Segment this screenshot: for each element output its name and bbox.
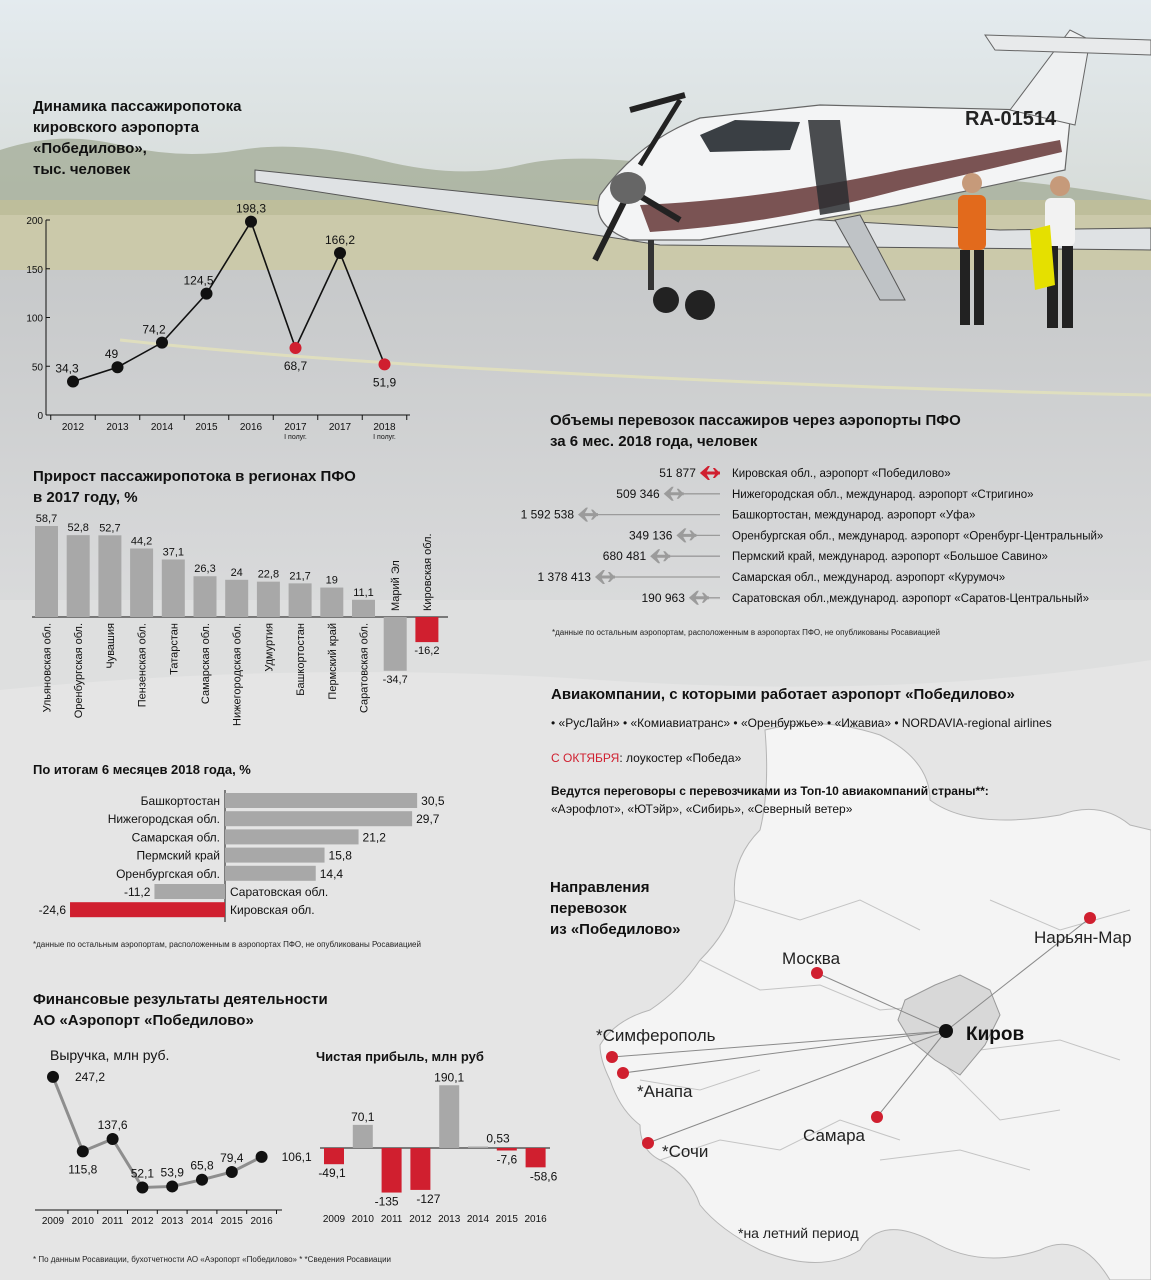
x-tick-label: 2013 [161,1216,184,1227]
city-label: *Анапа [637,1082,693,1101]
volume-value-label: 349 136 [628,528,673,543]
bar-value-label: 19 [325,574,338,587]
data-label: 52,1 [130,1166,155,1181]
x-tick-label: 2017 [284,422,307,433]
x-tick-label: 2017 [328,422,352,433]
data-label: 166,2 [324,232,356,247]
title-line: «Победилово», [33,140,147,157]
data-label: 34,3 [55,361,79,376]
x-tick-sublabel: I полуг. [373,434,396,441]
volume-value-label: 51 877 [659,466,696,480]
hub-label: Киров [966,1024,1025,1045]
volume-value-label: 680 481 [602,549,647,564]
category-label: Татарстан [168,623,181,675]
category-label: Башкортостан [140,794,220,808]
x-tick-label: 2016 [524,1214,547,1225]
bar-value-label: -7,6 [496,1152,518,1167]
data-label: 106,1 [281,1149,312,1164]
city-dot [642,1137,654,1149]
x-tick-label: 2015 [220,1216,243,1227]
map-note: *на летний период [738,1225,859,1241]
title-line: АО «Аэропорт «Победилово» [33,1012,254,1029]
bar-value-label: 37,1 [162,546,185,559]
bar-value-label: 0,53 [486,1131,510,1146]
x-tick-label: 2009 [322,1214,346,1225]
bar-value-label: 44,2 [130,535,153,548]
city-label: *Сочи [662,1142,709,1161]
x-tick-label: 2014 [190,1216,214,1227]
category-label: Самарская обл. [200,623,212,705]
bar-value-label: -24,6 [38,903,67,918]
city-dot [606,1051,618,1063]
y-tick-label: 50 [31,362,43,374]
title-line: Объемы перевозок пассажиров через аэропорты ПФО [550,412,961,429]
volume-value-label: 190 963 [641,590,685,605]
x-tick-label: 2016 [250,1216,273,1227]
data-label: 65,8 [190,1158,214,1173]
growth-6m-title: По итогам 6 месяцев 2018 года, % [33,762,251,777]
x-tick-label: 2012 [409,1214,432,1225]
category-label: Кировская обл. [421,533,434,611]
data-label: 68,7 [283,359,308,374]
category-label: Чувашия [104,623,117,669]
data-label: 51,9 [372,375,397,390]
hub-dot [939,1024,953,1038]
bar-value-label: 21,7 [289,570,311,583]
x-tick-sublabel: I полуг. [284,434,307,441]
x-tick-label: 2018 [373,422,396,433]
x-tick-label: 2016 [239,422,263,433]
airport-label: Башкортостан, международ. аэропорт «Уфа» [732,509,976,522]
city-dot [811,967,823,979]
x-tick-label: 2015 [195,422,218,433]
airport-label: Самарская обл., международ. аэропорт «Курумоч» [732,572,1006,584]
x-tick-label: 2014 [150,422,174,433]
data-label: 124,5 [183,273,214,288]
registration-label: RA-01514 [965,108,1057,130]
category-label: Кировская обл. [230,903,315,918]
data-label: 49 [104,347,119,362]
x-tick-label: 2010 [71,1216,94,1227]
city-label: Москва [782,949,841,968]
category-label: Нижегородская обл. [231,623,244,726]
title-line: Направления [550,879,650,896]
category-label: Ульяновская обл. [41,623,54,713]
october-label: С ОКТЯБРЯ [551,751,620,765]
title-line: кировского аэропорта [33,119,199,136]
category-label: Оренбургская обл. [73,623,86,719]
city-dot [617,1067,629,1079]
volume-value-label: 509 346 [616,486,660,501]
growth-6m-note: *данные по остальным аэропортам, расположенным в аэропортах ПФО, не опубликованы Росавиацией [33,940,421,949]
financial-footnote: * По данным Росавиации, бухотчетности АО «Аэропорт «Победилово» * *Сведения Росавиации [33,1255,392,1264]
bar-value-label: 52,8 [67,522,89,535]
bar-value-label: -11,2 [123,885,151,899]
category-label: Саратовская обл. [358,623,371,714]
y-tick-label: 150 [26,264,43,276]
x-tick-label: 2011 [380,1214,403,1225]
bar-value-label: -49,1 [318,1166,346,1181]
category-label: Башкортостан [295,623,308,696]
bar-value-label: 52,7 [99,522,121,535]
negotiations-title: Ведутся переговоры с перевозчиками из Топ-10 авиакомпаний страны**: [551,784,989,798]
city-label: Самара [803,1126,865,1145]
bar-value-label: 11,1 [353,586,374,599]
bar-value-label: -127 [416,1191,441,1206]
data-label: 247,2 [75,1069,106,1084]
data-label: 53,9 [160,1165,184,1180]
city-label: Нарьян-Мар [1034,928,1132,947]
x-tick-label: 2011 [101,1216,124,1227]
bar-value-label: -34,7 [382,673,408,686]
bar-value-label: 21,2 [362,830,386,845]
data-label: 115,8 [68,1162,98,1177]
data-label: 74,2 [142,322,166,337]
october-text: : лоукостер «Победа» [619,751,742,765]
category-label: Нижегородская обл. [107,812,220,827]
category-label: Пермский край [326,623,339,700]
x-tick-label: 2014 [466,1214,490,1225]
airport-label: Кировская обл., аэропорт «Победилово» [732,468,951,480]
title-line: в 2017 году, % [33,489,138,506]
airport-label: Оренбургская обл., международ. аэропорт «Оренбург-Центральный» [732,530,1104,543]
category-label: Удмуртия [263,623,276,672]
title-line: Прирост пассажиропотока в регионах ПФО [33,468,356,485]
category-label: Саратовская обл. [230,885,329,899]
data-label: 137,6 [97,1117,128,1132]
bar-value-label: 70,1 [351,1109,375,1124]
city-label: *Симферополь [596,1026,716,1045]
y-tick-label: 100 [26,313,43,325]
city-dot [1084,912,1096,924]
data-label: 79,4 [220,1150,244,1165]
x-tick-label: 2009 [41,1216,65,1227]
volume-value-label: 1 592 538 [520,507,574,522]
y-tick-label: 0 [37,411,43,422]
x-tick-label: 2015 [495,1214,518,1225]
airport-volumes-note: *данные по остальным аэропортам, расположенным в аэропортах ПФО, не опубликованы Росавиацией [552,628,940,637]
airport-label: Нижегородская обл., международ. аэропорт «Стригино» [732,488,1034,501]
y-tick-label: 200 [26,216,43,227]
title-line: перевозок [550,900,627,917]
category-label: Пензенская обл. [136,623,149,708]
city-dot [871,1111,883,1123]
bar-value-label: 24 [230,566,243,579]
bar-value-label: -16,2 [414,645,440,658]
route-line [817,973,946,1031]
airlines-list: • «РусЛайн» • «Комиавиатранс» • «Оренбуржье» • «Ижавиа» • NORDAVIA-regional airlines [551,716,1052,730]
data-label: 198,3 [235,201,267,216]
category-label: Оренбургская обл. [116,866,220,881]
title-line: за 6 мес. 2018 года, человек [550,433,758,450]
x-tick-label: 2012 [131,1216,154,1227]
title-line: тыс. человек [33,161,131,178]
bar-value-label: 14,4 [319,866,344,881]
airport-label: Саратовская обл.,международ. аэропорт «Саратов-Центральный» [732,592,1089,605]
title-line: Финансовые результаты деятельности [33,991,328,1008]
bar-value-label: -135 [374,1194,399,1209]
category-label: Пермский край [136,848,220,863]
x-tick-label: 2013 [106,422,129,433]
title-line: из «Победилово» [550,921,681,938]
x-tick-label: 2010 [351,1214,374,1225]
bar-value-label: 22,8 [257,568,280,581]
airport-label: Пермский край, международ. аэропорт «Большое Савино» [732,551,1048,564]
negotiations-list: «Аэрофлот», «ЮТэйр», «Сибирь», «Северный ветер» [551,802,853,816]
profit-label: Чистая прибыль, млн руб [316,1049,484,1064]
airlines-title: Авиакомпании, с которыми работает аэропорт «Победилово» [551,686,1015,703]
title-line: Динамика пассажиропотока [33,98,242,115]
category-label: Марий Эл [390,560,403,611]
bar-value-label: 26,3 [194,563,216,576]
bar-value-label: 58,7 [35,513,58,526]
bar-value-label: -58,6 [529,1169,558,1184]
revenue-label: Выручка, млн руб. [50,1047,170,1063]
bar-value-label: 30,5 [421,794,445,808]
volume-value-label: 1 378 413 [537,570,591,584]
bar-value-label: 15,8 [328,848,352,863]
bar-value-label: 29,7 [416,812,440,827]
x-tick-label: 2013 [438,1214,461,1225]
x-tick-label: 2012 [61,422,85,433]
bar-value-label: 190,1 [434,1070,465,1085]
category-label: Самарская обл. [131,830,220,845]
